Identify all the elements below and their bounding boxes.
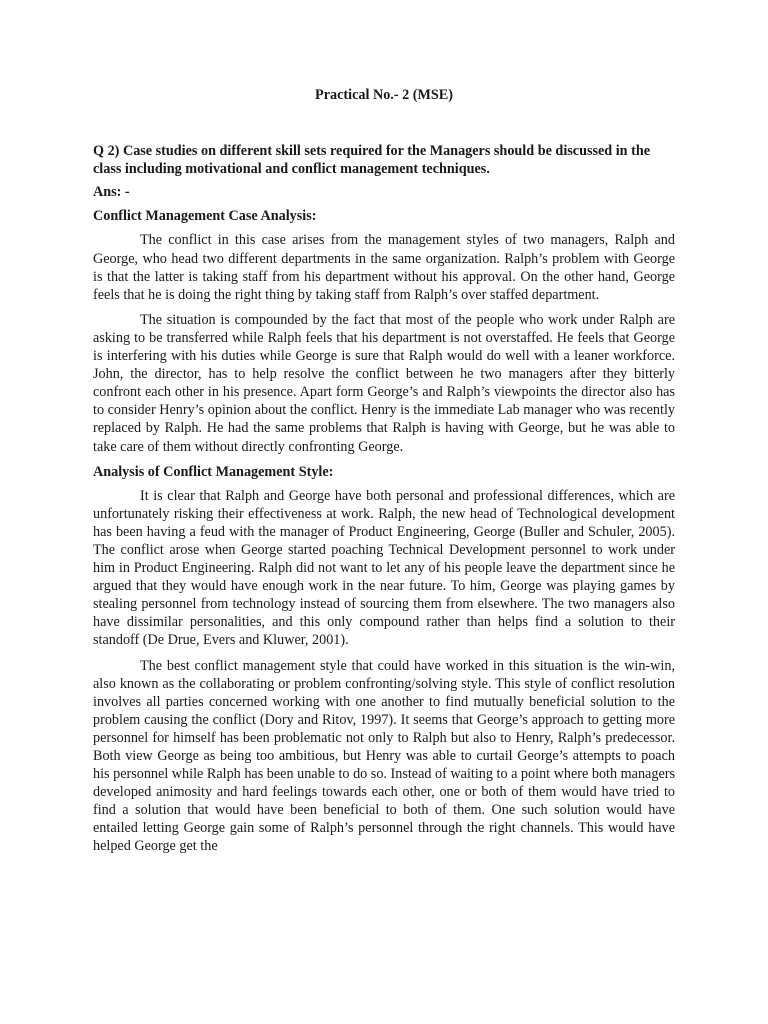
paragraph: It is clear that Ralph and George have both personal and professional differences, which are unfortunately risking their effectiveness at work. Ralph, the new head of Technological development has been having a feud with the manager of Product Engineering, George (Buller and Schuler, 2005). The conflict arose when George started poaching Technical Development personnel to work under him in Product Engineering. Ralph did not want to let any of his people leave the department since he argued that they would have enough work in the near future. To him, George was playing games by stealing personnel from technology instead of sourcing them from elsewhere. The two managers also have dissimilar personalities, and this only compound rather than helps find a solution to their standoff (De Drue, Evers and Kluwer, 2001). xyxy=(93,487,675,649)
answer-label: Ans: - xyxy=(93,184,130,201)
paragraph: The best conflict management style that could have worked in this situation is the win-win, also known as the collaborating or problem confronting/solving style. This style of conflict resolution involves all parties concerned working with one another to find mutually beneficial solution to the problem causing the conflict (Dory and Ritov, 1997). It seems that George’s approach to getting more personnel for himself has been problematic not only to Ralph but also to Henry, Ralph’s predecessor. Both view George as being too ambitious, but Henry was able to curtail George’s attempts to poach his personnel while Ralph has been unable to do so. Instead of waiting to a point where both managers developed animosity and hard feelings towards each other, one or both of them would have tried to find a solution that would have been beneficial to both of them. One such solution would have entailed letting George gain some of Ralph’s personnel through the right channels. This would have helped George get the xyxy=(93,657,675,855)
paragraph: The situation is compounded by the fact that most of the people who work under Ralph are asking to be transferred while Ralph feels that his department is not overstaffed. He feels that George is interfering with his duties while George is sure that Ralph would do well with a leaner workforce. John, the director, has to help resolve the conflict between he two managers after they bitterly confront each other in his presence. Apart form George’s and Ralph’s viewpoints the director also has to consider Henry’s opinion about the conflict. Henry is the immediate Lab manager who was recently replaced by Ralph. He had the same problems that Ralph is having with George, but he was able to take care of them without directly confronting George. xyxy=(93,311,675,455)
paragraph: The conflict in this case arises from the management styles of two managers, Ralph and George, who head two different departments in the same organization. Ralph’s problem with George is that the latter is taking staff from his department without his approval. On the other hand, George feels that he is doing the right thing by taking staff from Ralph’s over staffed department. xyxy=(93,232,675,303)
section-heading-management-style: Analysis of Conflict Management Style: xyxy=(93,463,334,480)
page-title: Practical No.- 2 (MSE) xyxy=(315,87,453,103)
document-page xyxy=(93,86,675,863)
section-heading-case-analysis: Conflict Management Case Analysis: xyxy=(93,208,317,225)
question-text: Q 2) Case studies on different skill sets required for the Managers should be discussed in the class including motivational and conflict management techniques. xyxy=(93,143,651,178)
